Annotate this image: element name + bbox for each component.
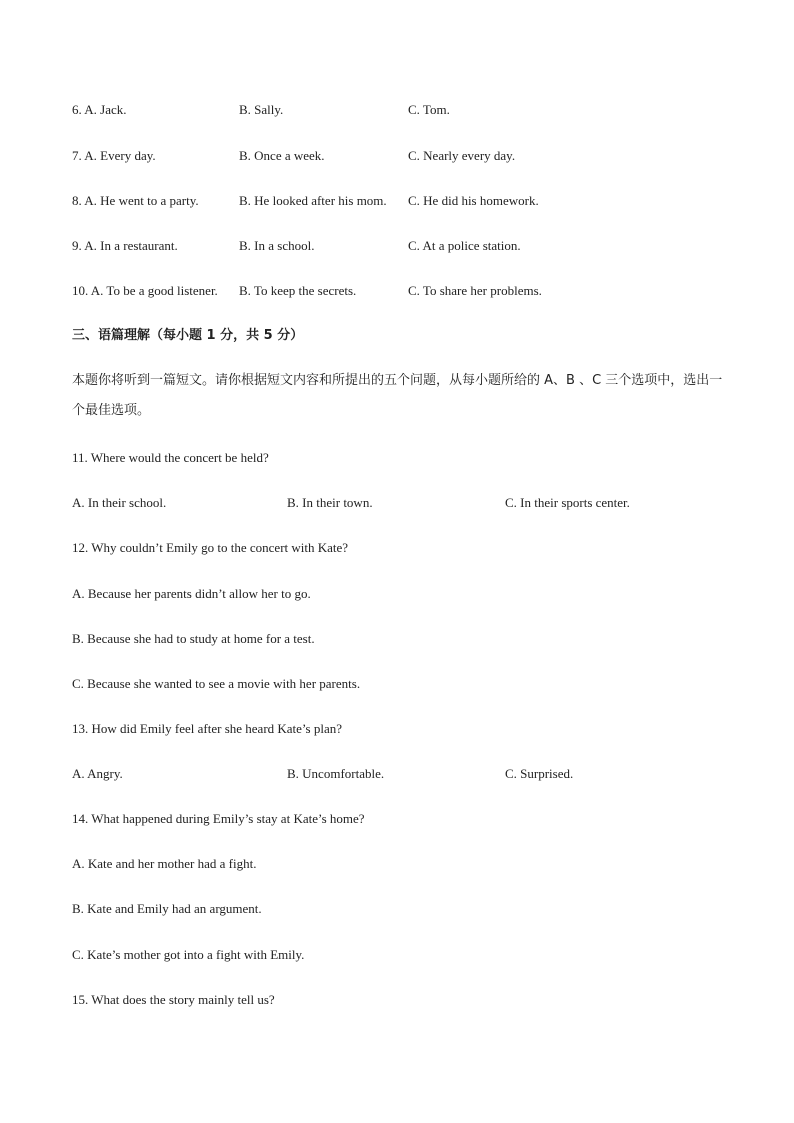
option-8c: C. He did his homework. <box>408 193 539 208</box>
option-8a: 8. A. He went to a party. <box>72 193 199 208</box>
option-7b: B. Once a week. <box>239 148 325 163</box>
option-9c: C. At a police station. <box>408 238 521 253</box>
option-12a: A. Because her parents didn’t allow her to go. <box>72 586 311 601</box>
option-11a: A. In their school. <box>72 495 167 510</box>
question-9-options <box>0 238 794 254</box>
option-7a: 7. A. Every day. <box>72 148 156 163</box>
option-6b: B. Sally. <box>239 102 284 117</box>
option-12b: B. Because she had to study at home for a test. <box>72 631 315 646</box>
option-13a: A. Angry. <box>72 766 123 781</box>
option-10c: C. To share her problems. <box>408 283 542 298</box>
question-13-options <box>0 766 794 782</box>
option-11b: B. In their town. <box>287 495 373 510</box>
option-14a: A. Kate and her mother had a fight. <box>72 856 257 871</box>
option-14b: B. Kate and Emily had an argument. <box>72 901 262 916</box>
option-6c: C. Tom. <box>408 102 450 117</box>
question-11-stem: 11. Where would the concert be held? <box>72 450 269 465</box>
question-12-stem: 12. Why couldn’t Emily go to the concert with Kate? <box>72 540 349 555</box>
option-9b: B. In a school. <box>239 238 315 253</box>
question-7-options <box>0 148 794 164</box>
section-3-instructions: 本题你将听到一篇短文。请你根据短文内容和所提出的五个问题，从每小题所给的 A、B 、C 三个选项中，选出一个最佳选项。 <box>72 373 723 418</box>
option-8b: B. He looked after his mom. <box>239 193 387 208</box>
question-15-stem: 15. What does the story mainly tell us? <box>72 992 275 1007</box>
question-6-options <box>0 102 794 118</box>
option-12c: C. Because she wanted to see a movie with her parents. <box>72 676 361 691</box>
question-14-stem: 14. What happened during Emily’s stay at Kate’s home? <box>72 811 365 826</box>
question-11-options <box>0 495 794 511</box>
question-10-options <box>0 283 794 299</box>
option-6a: 6. A. Jack. <box>72 102 127 117</box>
section-3-heading: 三、语篇理解（每小题 1 分，共 5 分） <box>72 328 304 343</box>
option-13c: C. Surprised. <box>505 766 574 781</box>
option-10b: B. To keep the secrets. <box>239 283 357 298</box>
question-8-options <box>0 193 794 209</box>
option-11c: C. In their sports center. <box>505 495 630 510</box>
option-13b: B. Uncomfortable. <box>287 766 385 781</box>
option-10a: 10. A. To be a good listener. <box>72 283 218 298</box>
option-9a: 9. A. In a restaurant. <box>72 238 178 253</box>
option-14c: C. Kate’s mother got into a fight with Emily. <box>72 947 305 962</box>
question-13-stem: 13. How did Emily feel after she heard Kate’s plan? <box>72 721 343 736</box>
option-7c: C. Nearly every day. <box>408 148 516 163</box>
